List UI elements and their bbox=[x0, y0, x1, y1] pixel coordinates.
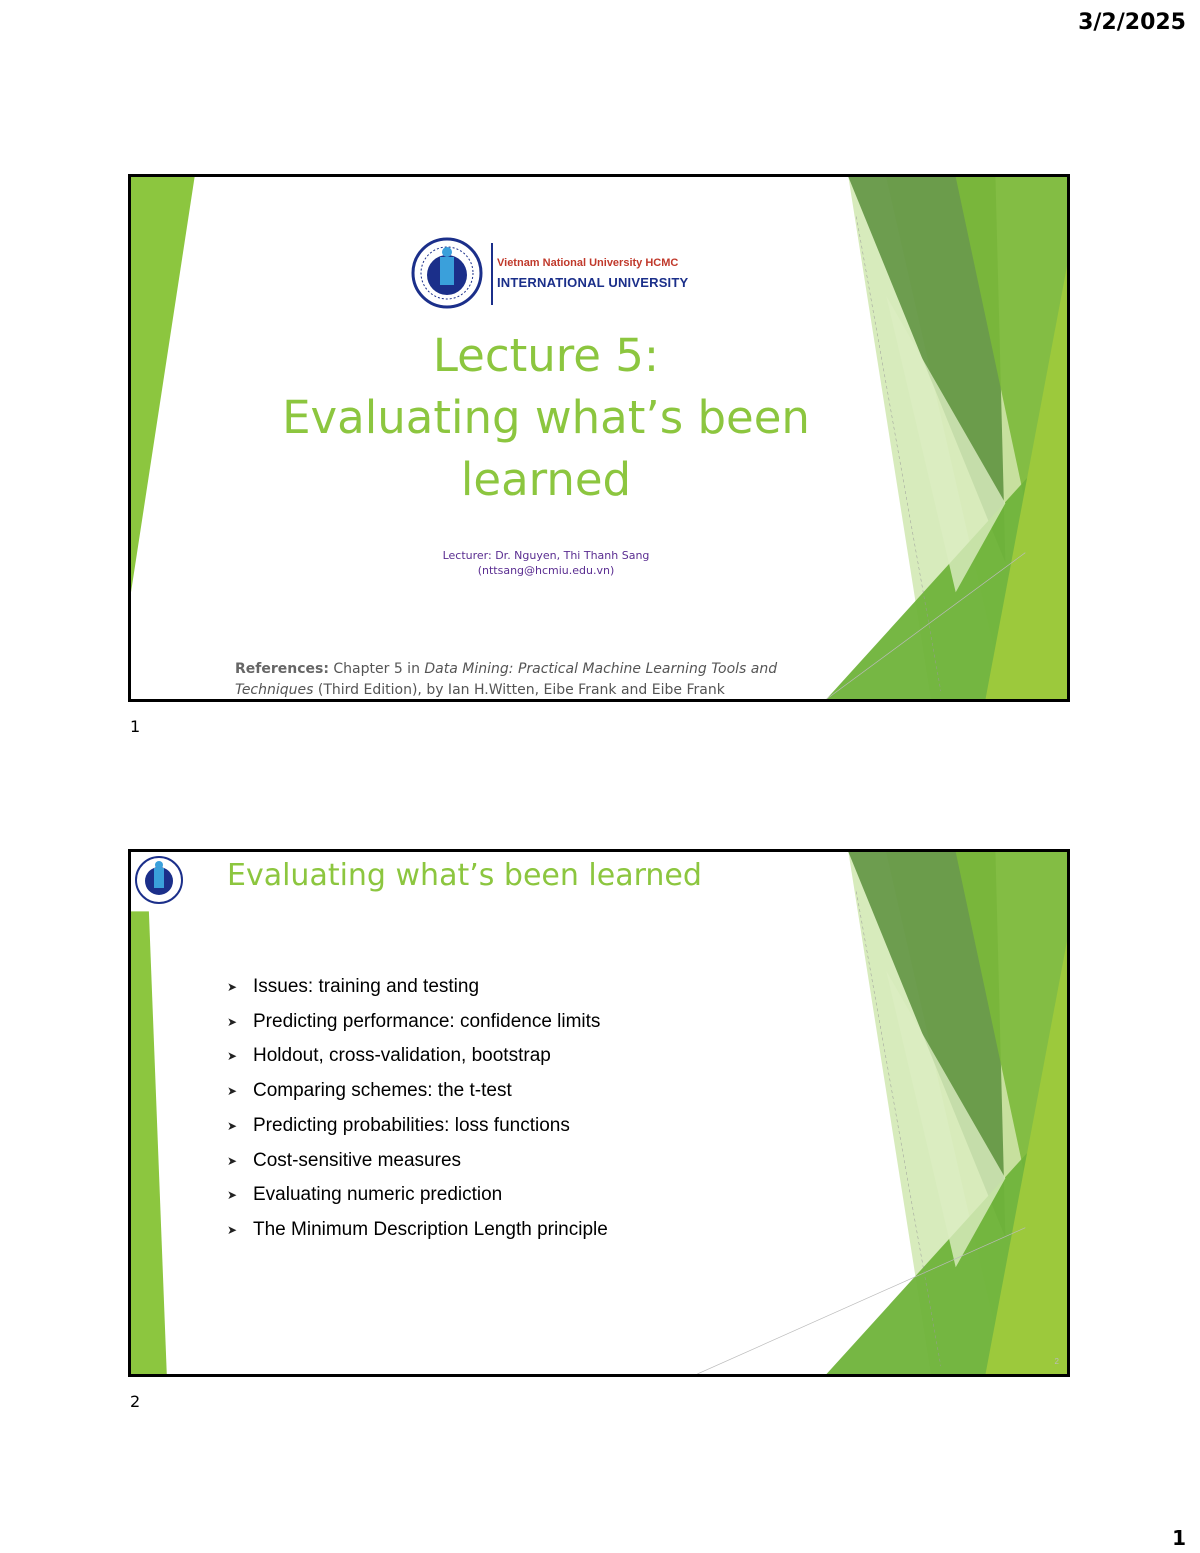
arrow-bullet-icon: ➤ bbox=[227, 1153, 238, 1168]
arrow-bullet-icon: ➤ bbox=[227, 1188, 238, 1203]
list-item-text: The Minimum Description Length principle bbox=[253, 1218, 608, 1240]
title-line-3: learned bbox=[460, 453, 632, 506]
references-book-title-1: Data Mining: Practical Machine Learning Tools and bbox=[424, 661, 778, 677]
university-seal-icon bbox=[133, 854, 185, 906]
title-line-2: Evaluating what’s been bbox=[282, 391, 810, 444]
arrow-bullet-icon: ➤ bbox=[227, 980, 238, 994]
lecturer-email: (nttsang@hcmiu.edu.vn) bbox=[477, 564, 615, 577]
slide-1 bbox=[128, 174, 1070, 702]
list-item bbox=[227, 1178, 608, 1213]
lecturer-name: Lecturer: Dr. Nguyen, Thi Thanh Sang bbox=[442, 549, 650, 562]
slide-2-title: Evaluating what’s been learned bbox=[227, 858, 702, 893]
references-book-title-2: Techniques bbox=[235, 682, 314, 698]
slide-corner-number: 2 bbox=[1054, 1357, 1059, 1366]
arrow-bullet-icon: ➤ bbox=[227, 1014, 238, 1029]
bullet-list bbox=[227, 970, 608, 1248]
arrow-bullet-icon: ➤ bbox=[227, 1049, 238, 1064]
list-item bbox=[227, 1005, 608, 1040]
references-text-2: (Third Edition), by Ian H.Witten, Eibe Frank and Eibe Frank bbox=[313, 682, 725, 698]
list-item-text: Predicting performance: confidence limits bbox=[253, 1010, 601, 1032]
arrow-bullet-icon: ➤ bbox=[227, 1222, 238, 1237]
list-item bbox=[227, 1213, 608, 1248]
list-item-text: Holdout, cross-validation, bootstrap bbox=[253, 1045, 551, 1067]
logo-line-1: Vietnam National University HCMC bbox=[497, 257, 679, 269]
page-number: 1 bbox=[1172, 1526, 1186, 1550]
slide-1-title bbox=[231, 325, 861, 511]
list-item-text: Evaluating numeric prediction bbox=[253, 1184, 503, 1206]
list-item bbox=[227, 1109, 608, 1144]
references bbox=[235, 659, 875, 701]
list-item bbox=[227, 1074, 608, 1109]
references-label: References: bbox=[235, 661, 329, 677]
list-item bbox=[227, 1039, 608, 1074]
list-item-text: Predicting probabilities: loss functions bbox=[253, 1114, 570, 1136]
logo-line-2: INTERNATIONAL UNIVERSITY bbox=[497, 275, 689, 290]
arrow-bullet-icon: ➤ bbox=[227, 1118, 238, 1133]
list-item-text: Comparing schemes: the t-test bbox=[253, 1080, 512, 1102]
print-date: 3/2/2025 bbox=[1078, 10, 1186, 35]
slide-2 bbox=[128, 849, 1070, 1377]
slide-1-label: 1 bbox=[130, 717, 141, 736]
list-item-text: Cost-sensitive measures bbox=[253, 1149, 462, 1171]
slide-2-label: 2 bbox=[130, 1392, 141, 1411]
list-item-text: Issues: training and testing bbox=[253, 976, 480, 997]
references-text-1: Chapter 5 in bbox=[328, 661, 425, 677]
lecturer-info bbox=[331, 548, 761, 578]
list-item bbox=[227, 970, 608, 1005]
title-line-1: Lecture 5: bbox=[432, 329, 660, 382]
arrow-bullet-icon: ➤ bbox=[227, 1084, 238, 1099]
list-item bbox=[227, 1144, 608, 1179]
